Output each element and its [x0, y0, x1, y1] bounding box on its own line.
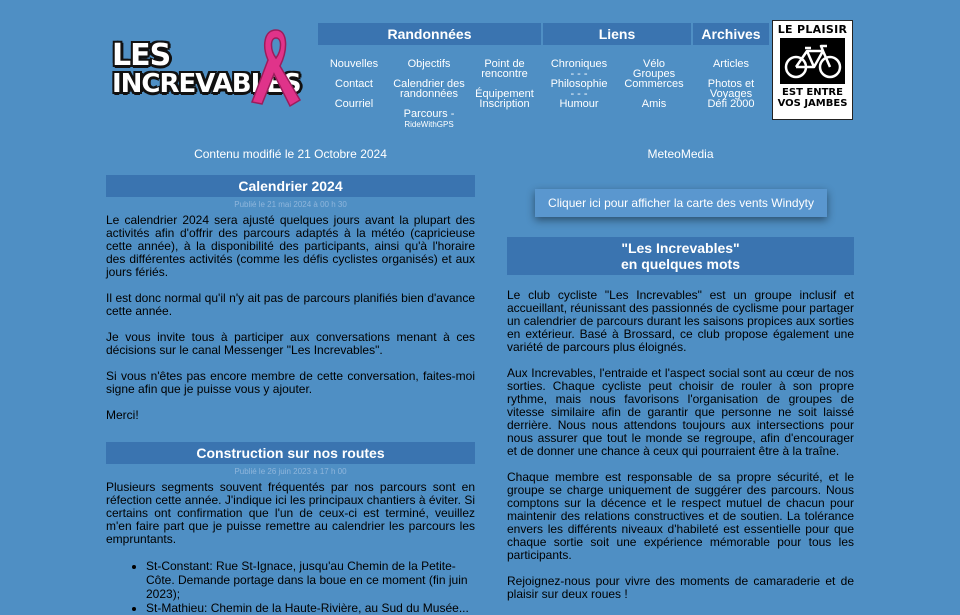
nav-item-commerces[interactable]: Commerces — [624, 78, 684, 90]
nav-item-inscription[interactable]: Inscription — [479, 98, 530, 110]
nav-item-groupes[interactable]: Groupes — [632, 68, 676, 80]
about-title — [507, 237, 854, 275]
nav-item-philosophie[interactable]: Philosophie — [550, 78, 608, 90]
nav-item-humour[interactable]: Humour — [559, 98, 599, 110]
calendar-title: Calendrier 2024 — [106, 175, 475, 197]
list-item: • St-Constant: Rue St-Ignace, jusqu'au Chemin de la Petite-Côte. Demande portage dans la boue en ce moment (fin juin 2023); — [146, 559, 475, 601]
calendar-paragraph-4: Si vous n'êtes pas encore membre de cette conversation, faites-moi signe afin que je puisse vous y ajouter. — [106, 369, 475, 396]
calendar-paragraph-3: Je vous invite tous à participer aux conversations menant à ces décisions sur le canal Messenger "Les Increvables". — [106, 330, 475, 357]
about-title-line1: "Les Increvables" — [621, 240, 740, 256]
nav-item-amis[interactable]: Amis — [641, 98, 667, 110]
calendar-paragraph-2: Il est donc normal qu'il n'y ait pas de parcours planifiés bien d'avance cette année. — [106, 291, 475, 318]
about-paragraph-3: Chaque membre est responsable de sa propre sécurité, et le groupe se charge uniquement de suggérer des parcours. Nous comptons sur la décence et le respect mutuel de chacun pour maintenir des relations constructives et de soutien. La tolérance envers les différents niveaux d'habileté est essentielle pour que chaque sortie soit une expérience mémorable pour tous les participants. — [507, 470, 854, 562]
nav-item-defi-2000[interactable]: Défi 2000 — [707, 98, 755, 110]
construction-list — [146, 559, 475, 615]
sign-bottom-line1: EST ENTRE — [782, 87, 843, 98]
nav-item-chroniques[interactable]: Chroniques — [550, 58, 608, 70]
nav-item-point-rencontre[interactable]: Point de rencontre — [481, 58, 528, 80]
nav-item-calendrier[interactable]: Calendrier des randonnées — [393, 78, 465, 100]
nav-item-parcours[interactable] — [390, 109, 468, 130]
sign-top-text: LE PLAISIR — [777, 23, 848, 36]
construction-paragraph: Plusieurs segments souvent fréquentés par nos parcours sont en réfection cette année. J'indique ici les principaux chantiers à éviter. Si certains ont confirmation que l'un de ceux-ci est terminé, veuillez m'en faire part que je puisse remettre au calendrier les parcours les empruntants. — [106, 480, 475, 546]
pink-ribbon-icon — [242, 26, 312, 110]
nav-item-voyages[interactable]: Voyages — [709, 88, 753, 100]
nav-separator-2: - - - — [570, 88, 588, 100]
construction-published: Publié le 26 juin 2023 à 17 h 00 — [234, 467, 347, 476]
site-logo[interactable] — [108, 26, 314, 114]
sign-bottom-line2: VOS JAMBES — [777, 98, 848, 109]
right-column — [507, 237, 854, 601]
nav-archives[interactable]: Archives — [693, 23, 769, 45]
nav-item-velo[interactable]: Vélo — [642, 58, 666, 70]
calendar-published: Publié le 21 mai 2024 à 00 h 30 — [234, 200, 347, 209]
nav-item-nouvelles[interactable]: Nouvelles — [329, 58, 379, 70]
nav-item-articles[interactable]: Articles — [712, 58, 750, 70]
logo-line2: INCREVABLES — [112, 69, 301, 99]
list-item: • St-Mathieu: Chemin de la Haute-Rivière, au Sud du Musée... — [146, 601, 475, 615]
nav-item-contact[interactable]: Contact — [335, 78, 373, 90]
nav-item-objectifs[interactable]: Objectifs — [407, 58, 451, 70]
plaisir-sign — [772, 20, 853, 120]
meteomedia-link[interactable]: MeteoMedia — [647, 147, 714, 161]
nav-item-courriel[interactable]: Courriel — [334, 98, 374, 110]
nav-separator-1: - - - — [570, 68, 588, 80]
logo-line1: LES — [112, 38, 171, 73]
about-paragraph-4: Rejoignez-nous pour vivre des moments de camaraderie et de plaisir sur deux roues ! — [507, 574, 854, 601]
content-modified-date: Contenu modifié le 21 Octobre 2024 — [194, 147, 387, 161]
about-paragraph-2: Aux Increvables, l'entraide et l'aspect social sont au cœur de nos sorties. Chaque cycliste peut choisir de rouler à son propre rythme, mais nous favorisons l'organisation de groupes de vitesse similaire afin de garantir que personne ne soit laissé derrière. Nous nous attendons toujours aux intersections pour nous assurer que tout le monde se regroupe, afin d'encourager et de donner une chance à ceux qui pourraient être à la traîne. — [507, 366, 854, 458]
nav-item-equipement[interactable]: Équipement — [475, 88, 534, 100]
nav-randonnees[interactable]: Randonnées — [318, 23, 541, 45]
bicycle-icon — [780, 38, 845, 84]
about-title-line2: en quelques mots — [620, 256, 741, 272]
parcours-label: Parcours - — [403, 108, 455, 120]
calendar-paragraph-5: Merci! — [106, 408, 139, 422]
calendar-paragraph-1: Le calendrier 2024 sera ajusté quelques jours avant la plupart des activités afin d'offrir des parcours adaptés à la météo (capricieuse cette année), à la disponibilité des participants, ainsi qu'à l'horaire des différentes activités (comme les défis cyclistes organisés) et aux jours fériés. — [106, 213, 475, 279]
about-paragraph-1: Le club cycliste "Les Increvables" est un groupe inclusif et accueillant, réunissant des passionnés de cyclisme pour partager un calendrier de parcours durant les saisons propices aux sorties en extérieur. Basé à Brossard, ce club propose également une variété de parcours plus éloignés. — [507, 288, 854, 354]
left-column — [106, 175, 475, 615]
construction-title: Construction sur nos routes — [106, 442, 475, 464]
ridewithgps-label: RideWithGPS — [404, 120, 454, 129]
nav-item-photos[interactable]: Photos et — [707, 78, 755, 90]
nav-liens[interactable]: Liens — [543, 23, 691, 45]
windy-map-button[interactable]: Cliquer ici pour afficher la carte des vents Windyty — [535, 189, 827, 217]
